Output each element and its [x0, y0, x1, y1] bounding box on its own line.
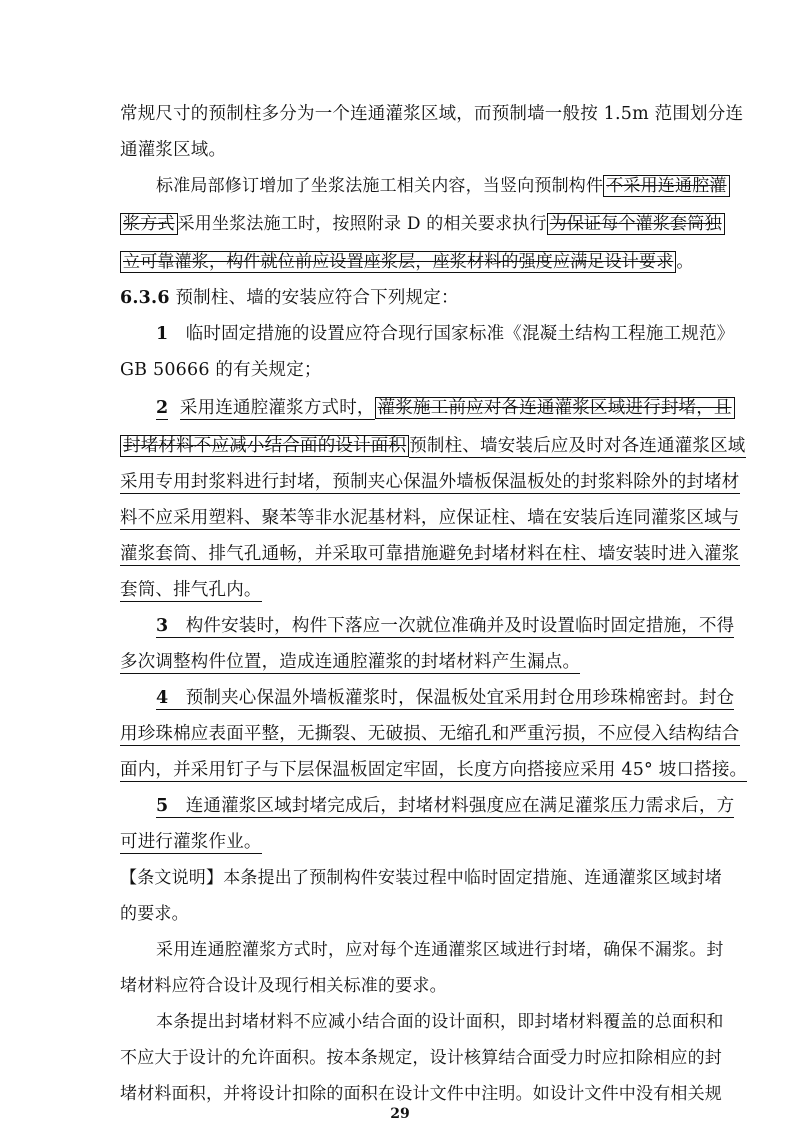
- body-text-line: 常规尺寸的预制柱多分为一个连通灌浆区域，而预制墙一般按 1.5m 范围划分连: [120, 104, 744, 124]
- revision-text-line: [120, 213, 722, 235]
- revision-boxed-deleted-text: 不采用连通腔灌: [603, 175, 729, 197]
- revision-inserted-text: 用珍珠棉应表面平整，无撕裂、无破损、无缩孔和严重污损，不应侵入结构结合: [120, 724, 740, 744]
- item-number: 2: [156, 398, 169, 418]
- list-item-1: [156, 323, 735, 345]
- revision-boxed-deleted-text: 灌浆施工前应对各连通灌浆区域进行封堵，且: [375, 397, 735, 419]
- underlined-text-line: [120, 579, 680, 601]
- explanation-text-line: 采用连通腔灌浆方式时，应对每个连通灌浆区域进行封堵，确保不漏浆。封: [156, 940, 724, 960]
- revision-text-line: [156, 175, 727, 197]
- explanation-text-line: 堵材料应符合设计及现行相关标准的要求。: [120, 976, 447, 996]
- underlined-text-line: [120, 543, 740, 565]
- revision-inserted-text: 多次调整构件位置，造成连通腔灌浆的封堵材料产生漏点。: [120, 652, 581, 672]
- list-item-5: [156, 795, 735, 817]
- explanation-text-line: 【条文说明】本条提出了预制构件安装过程中临时固定措施、连通灌浆区域封堵: [120, 868, 722, 888]
- revision-inserted-text: 标准局部修订增加了坐浆法施工相关内容，当竖向预制构件: [156, 176, 604, 196]
- revision-inserted-text: 灌浆套筒、排气孔通畅，并采取可靠措施避免封堵材料在柱、墙安装时进入灌浆: [120, 544, 740, 564]
- item-text: 采用连通腔灌浆方式时，: [179, 398, 375, 418]
- revision-inserted-text: 采用专用封浆料进行封堵，预制夹心保温外墙板保温板处的封浆料除外的封堵材: [120, 472, 740, 492]
- revision-inserted-text: 采用坐浆法施工时，按照附录 D 的相关要求执行: [177, 214, 547, 234]
- section-number: 6.3.6: [120, 288, 170, 308]
- punctuation: 。: [676, 252, 694, 272]
- revision-inserted-text: 可进行灌浆作业。: [120, 832, 262, 852]
- revision-text-line: [120, 251, 694, 273]
- underlined-text-line: [120, 831, 680, 853]
- page-number: 29: [390, 1106, 410, 1122]
- body-text-line: 通灌浆区域。: [120, 140, 227, 160]
- explanation-text-line: 本条提出封堵材料不应减小结合面的设计面积，即封堵材料覆盖的总面积和: [156, 1012, 724, 1032]
- revision-text-line: [120, 435, 746, 457]
- explanation-text-line: 的要求。: [120, 904, 189, 924]
- item-text: 构件安装时，构件下落应一次就位准确并及时设置临时固定措施，不得: [185, 616, 735, 636]
- explanation-text-line: 不应大于设计的允许面积。按本条规定，设计核算结合面受力时应扣除相应的封: [120, 1048, 722, 1068]
- revision-boxed-deleted-text: 浆方式: [120, 213, 178, 235]
- section-title: 预制柱、墙的安装应符合下列规定：: [169, 288, 459, 308]
- list-item-2: [156, 397, 732, 419]
- underlined-text-line: [120, 651, 680, 673]
- section-heading: [120, 287, 680, 309]
- underlined-text-line: [120, 759, 748, 781]
- revision-boxed-deleted-text: 封堵材料不应减小结合面的设计面积: [120, 435, 409, 457]
- body-text-line: GB 50666 的有关规定；: [120, 360, 322, 380]
- explanation-text-line: 堵材料面积，并将设计扣除的面积在设计文件中注明。如设计文件中没有相关规: [120, 1084, 722, 1104]
- item-number: 3: [156, 616, 169, 636]
- underlined-text-line: [120, 507, 740, 529]
- revision-boxed-deleted-text: 立可靠灌浆，构件就位前应设置座浆层，座浆材料的强度应满足设计要求: [120, 251, 676, 273]
- underlined-text-line: [120, 723, 740, 745]
- list-item-4: [156, 687, 735, 709]
- item-text: 预制夹心保温外墙板灌浆时，保温板处宜采用封仓用珍珠棉密封。封仓: [185, 688, 735, 708]
- revision-inserted-text: 套筒、排气孔内。: [120, 580, 262, 600]
- list-item-3: [156, 615, 735, 637]
- item-text: 临时固定措施的设置应符合现行国家标准《混凝土结构工程施工规范》: [185, 324, 735, 344]
- item-number: 5: [156, 796, 169, 816]
- item-number: 4: [156, 688, 169, 708]
- revision-inserted-text: 预制柱、墙安装后应及时对各连通灌浆区域: [409, 436, 746, 456]
- underlined-text-line: [120, 471, 740, 493]
- revision-boxed-deleted-text: 为保证每个灌浆套筒独: [547, 213, 725, 235]
- item-text: 连通灌浆区域封堵完成后，封堵材料强度应在满足灌浆压力需求后，方: [185, 796, 735, 816]
- revision-inserted-text: 面内，并采用钉子与下层保温板固定牢固，长度方向搭接应采用 45° 坡口搭接。: [120, 760, 748, 780]
- item-number: 1: [156, 324, 169, 344]
- revision-inserted-text: 料不应采用塑料、聚苯等非水泥基材料，应保证柱、墙在安装后连同灌浆区域与: [120, 508, 740, 528]
